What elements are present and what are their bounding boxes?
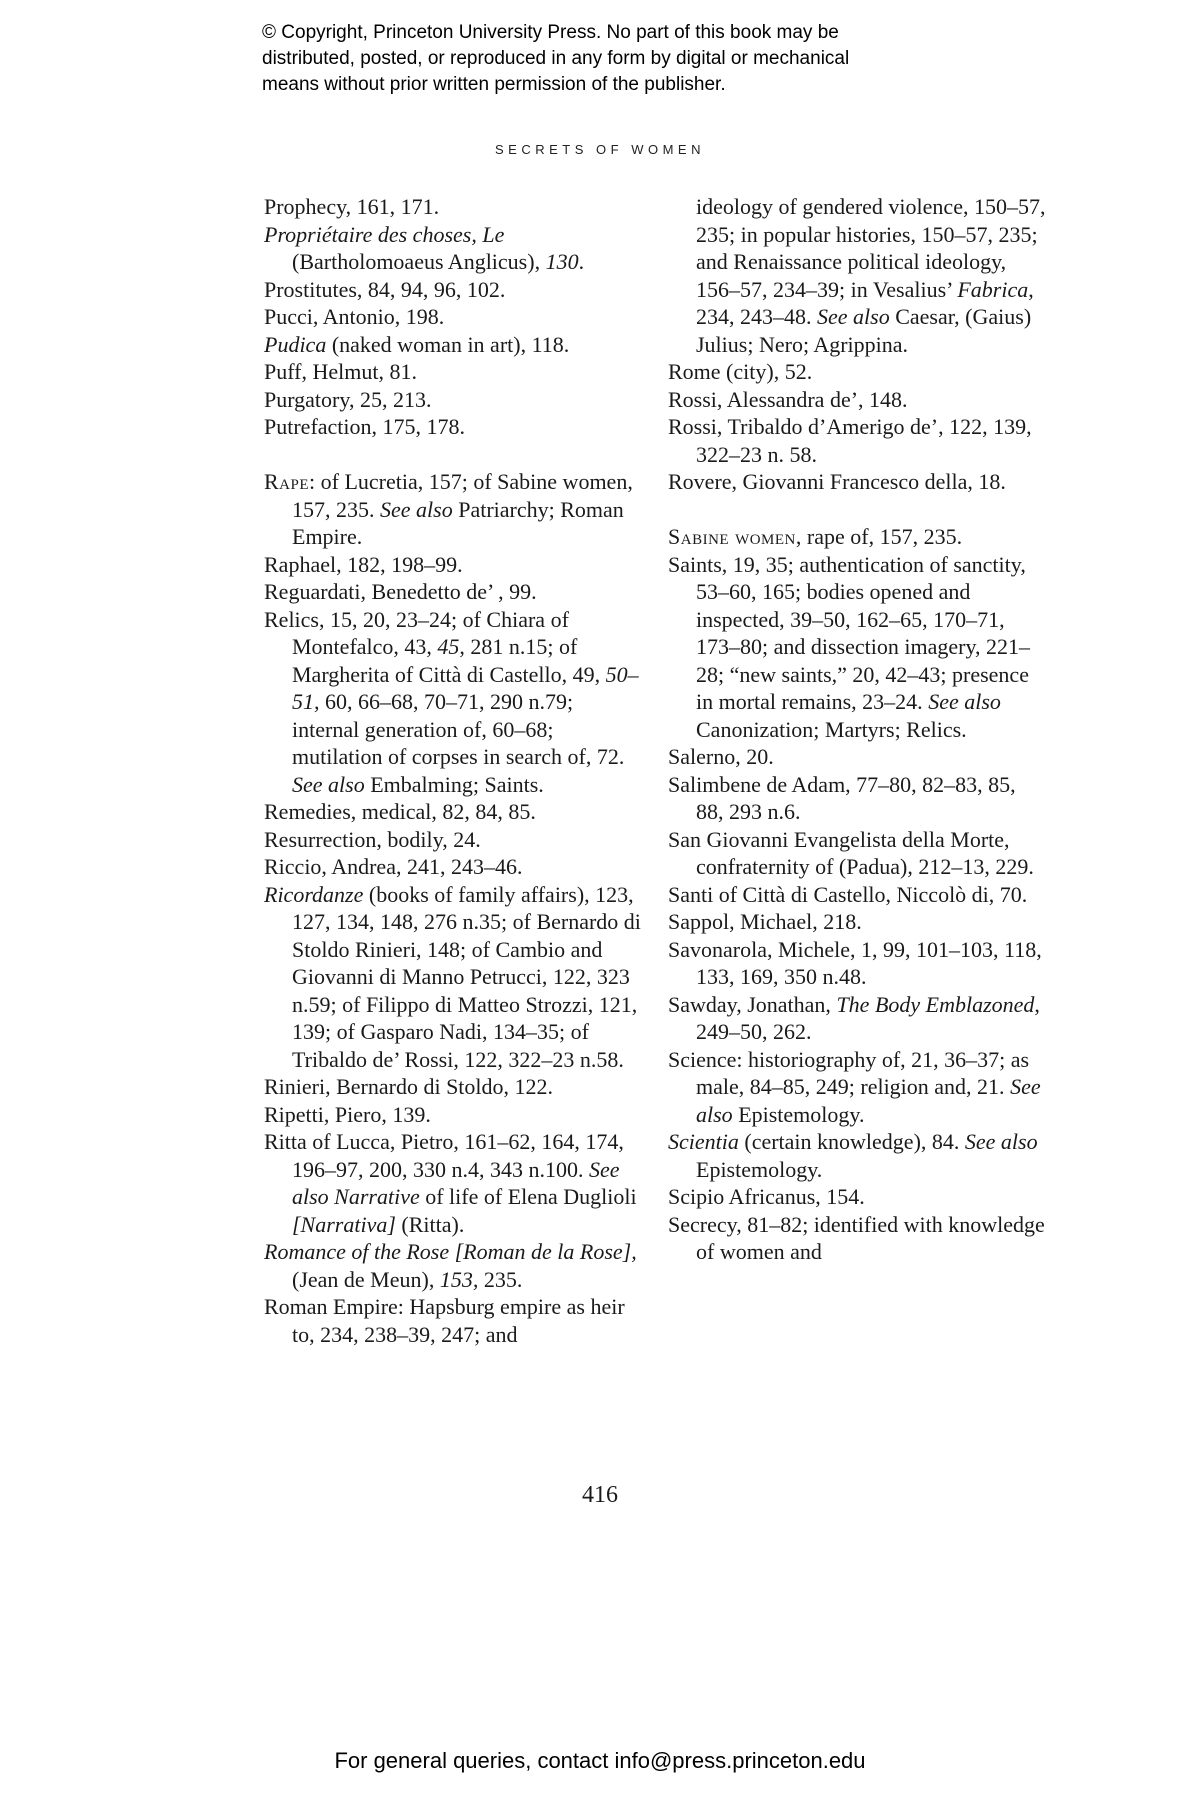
- index-entry: Sabine women, rape of, 157, 235.: [668, 524, 963, 549]
- section-gap: [264, 441, 644, 469]
- index-entry: Riccio, Andrea, 241, 243–46.: [264, 854, 523, 879]
- index-entry: Scientia (certain knowledge), 84. See also Epistemology.: [668, 1129, 1038, 1182]
- index-entry: Scipio Africanus, 154.: [668, 1184, 865, 1209]
- index-entry: Rinieri, Bernardo di Stoldo, 122.: [264, 1074, 554, 1099]
- index-entry: Rovere, Giovanni Francesco della, 18.: [668, 469, 1006, 494]
- index-entry: Propriétaire des choses, Le (Bartholomoaeus Anglicus), 130.: [264, 221, 585, 274]
- copyright-line: © Copyright, Princeton University Press. No part of this book may be: [262, 22, 839, 43]
- index-entry: Ricordanze (books of family affairs), 123, 127, 134, 148, 276 n.35; of Bernardo di Stoldo Rinieri, 148; of Cambio and Giovanni di Manno Petrucci, 122, 323 n.59; of Filippo di Matteo Strozzi, 121, 139; of Gasparo Nadi, 134–35; of Tribaldo de’ Rossi, 122, 322–23 n.58.: [264, 881, 641, 1072]
- index-entry: Salimbene de Adam, 77–80, 82–83, 85, 88, 293 n.6.: [668, 771, 1016, 824]
- section-gap: [668, 496, 1048, 524]
- copyright-line: means without prior written permission of the publisher.: [262, 74, 726, 95]
- running-head: SECRETS OF WOMEN: [495, 142, 705, 157]
- index-entry: Purgatory, 25, 213.: [264, 386, 432, 412]
- copyright-line: distributed, posted, or reproduced in any form by digital or mechanical: [262, 48, 850, 69]
- index-entry: Saints, 19, 35; authentication of sanctity, 53–60, 165; bodies opened and inspected, 39–50, 162–65, 170–71, 173–80; and dissection imagery, 221–28; “new saints,” 20, 42–43; presence in mortal remains, 23–24. See also Canonization; Martyrs; Relics.: [668, 551, 1031, 742]
- index-entry: Salerno, 20.: [668, 744, 774, 769]
- index-entry: Rome (city), 52.: [668, 359, 813, 384]
- index-entry: Santi of Città di Castello, Niccolò di, 70.: [668, 881, 1028, 907]
- index-entry: Romance of the Rose [Roman de la Rose], (Jean de Meun), 153, 235.: [264, 1239, 637, 1292]
- index-entry: Rossi, Tribaldo d’Amerigo de’, 122, 139, 322–23 n. 58.: [668, 414, 1032, 467]
- index-column-left: [264, 193, 644, 1348]
- index-entry: Sappol, Michael, 218.: [668, 909, 862, 934]
- index-entry: Prostitutes, 84, 94, 96, 102.: [264, 276, 506, 302]
- index-entry: Pucci, Antonio, 198.: [264, 304, 445, 329]
- page-number: 416: [582, 1482, 618, 1508]
- index-entry: Secrecy, 81–82; identified with knowledge of women and: [668, 1211, 1045, 1264]
- index-entry: Puff, Helmut, 81.: [264, 359, 417, 384]
- index-entry: Rape: of Lucretia, 157; of Sabine women, 157, 235. See also Patriarchy; Roman Empire.: [264, 469, 633, 549]
- index-entry: Sawday, Jonathan, The Body Emblazoned, 249–50, 262.: [668, 991, 1040, 1044]
- index-entry: Prophecy, 161, 171.: [264, 194, 440, 219]
- index-entry: Rossi, Alessandra de’, 148.: [668, 386, 908, 412]
- index-entry-continuation: ideology of gendered violence, 150–57, 235; in popular histories, 150–57, 235; and Renaissance political ideology, 156–57, 234–39; in Vesalius’ Fabrica, 234, 243–48. See also Caesar, (Gaius) Julius; Nero; Agrippina.: [696, 194, 1046, 357]
- index-entry: Ritta of Lucca, Pietro, 161–62, 164, 174, 196–97, 200, 330 n.4, 343 n.100. See also Narrative of life of Elena Duglioli [Narrativa] (Ritta).: [264, 1129, 637, 1237]
- index-entry: Putrefaction, 175, 178.: [264, 414, 466, 439]
- index-entry: Raphael, 182, 198–99.: [264, 551, 463, 577]
- index-entry: Ripetti, Piero, 139.: [264, 1101, 431, 1127]
- index-entry: Resurrection, bodily, 24.: [264, 826, 481, 852]
- copyright-notice: [262, 20, 982, 98]
- index-entry: Science: historiography of, 21, 36–37; as male, 84–85, 249; religion and, 21. See also Epistemology.: [668, 1046, 1041, 1127]
- index-entry: Reguardati, Benedetto de’ , 99.: [264, 579, 537, 604]
- index-entry: San Giovanni Evangelista della Morte, confraternity of (Padua), 212–13, 229.: [668, 826, 1034, 879]
- index-entry: Pudica (naked woman in art), 118.: [264, 331, 570, 357]
- footer-contact: For general queries, contact info@press.princeton.edu: [334, 1748, 866, 1773]
- index-entry: Remedies, medical, 82, 84, 85.: [264, 799, 536, 824]
- index-entry: Roman Empire: Hapsburg empire as heir to, 234, 238–39, 247; and: [264, 1294, 625, 1347]
- index-entry: Relics, 15, 20, 23–24; of Chiara of Montefalco, 43, 45, 281 n.15; of Margherita of Città di Castello, 49, 50–51, 60, 66–68, 70–71, 290 n.79; internal generation of, 60–68; mutilation of corpses in search of, 72. See also Embalming; Saints.: [264, 606, 639, 797]
- index-column-right: [668, 193, 1048, 1266]
- index-entry: Savonarola, Michele, 1, 99, 101–103, 118, 133, 169, 350 n.48.: [668, 936, 1042, 989]
